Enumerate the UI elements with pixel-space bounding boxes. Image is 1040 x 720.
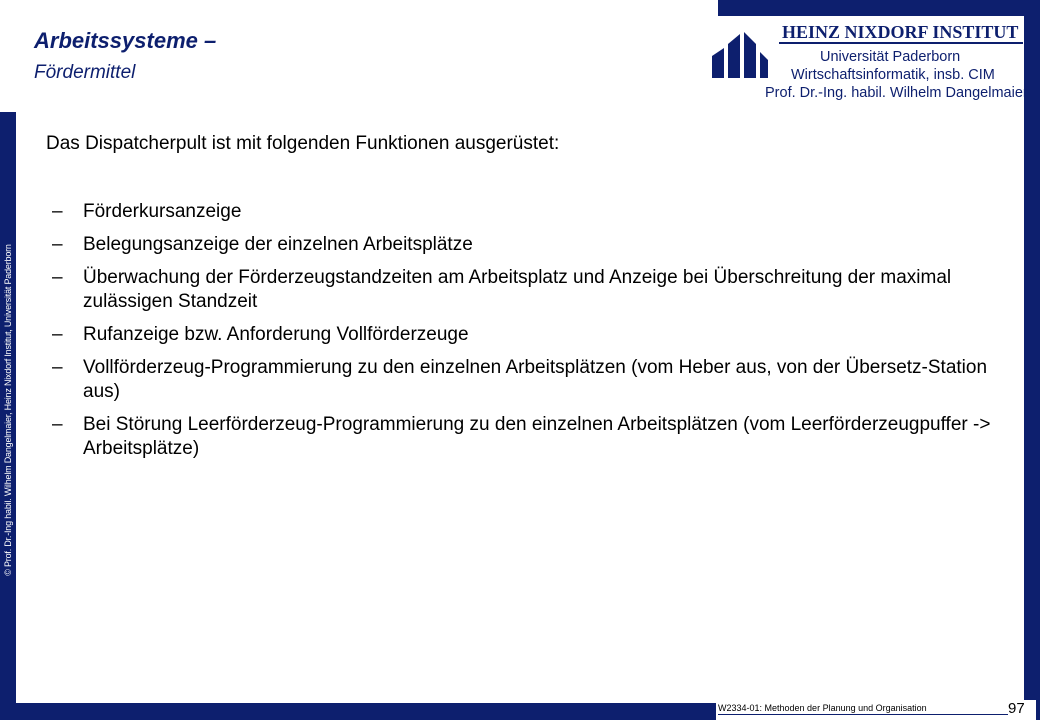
list-item <box>46 356 996 404</box>
copyright-text: © Prof. Dr.-Ing habil. Wilhelm Dangelmaier, Heinz Nixdorf Institut, Universität Paderborn <box>3 244 13 576</box>
bullet-dash-icon: – <box>52 234 63 255</box>
slide-title: Arbeitssysteme – <box>34 28 217 53</box>
list-item-text: Rufanzeige bzw. Anforderung Vollförderzeuge <box>83 324 469 345</box>
course-label: W2334-01: Methoden der Planung und Organisation <box>718 703 927 713</box>
list-item <box>46 413 996 461</box>
footer-divider <box>718 714 1008 715</box>
list-item <box>46 323 996 347</box>
intro-text: Das Dispatcherpult ist mit folgenden Funktionen ausgerüstet: <box>46 133 560 154</box>
institute-line-department: Wirtschaftsinformatik, insb. CIM <box>791 67 995 83</box>
slide-subtitle: Fördermittel <box>34 62 136 83</box>
list-item-text: Vollförderzeug-Programmierung zu den einzelnen Arbeitsplätzen (vom Heber aus, von der Übersetz-Station aus) <box>83 357 988 402</box>
page-number: 97 <box>1008 700 1025 717</box>
logo-underline <box>779 42 1023 44</box>
bullet-dash-icon: – <box>52 267 63 288</box>
top-band <box>718 0 1040 16</box>
hni-logo-icon <box>710 30 770 80</box>
bullet-dash-icon: – <box>52 201 63 222</box>
bullet-dash-icon: – <box>52 414 63 435</box>
institute-line-professor: Prof. Dr.-Ing. habil. Wilhelm Dangelmaier <box>765 85 1028 101</box>
list-item-text: Förderkursanzeige <box>83 201 242 222</box>
institute-line-university: Universität Paderborn <box>820 49 961 65</box>
list-item <box>46 200 996 224</box>
bullet-dash-icon: – <box>52 324 63 345</box>
list-item-text: Belegungsanzeige der einzelnen Arbeitsplätze <box>83 234 473 255</box>
function-list <box>46 200 996 470</box>
list-item-text: Überwachung der Förderzeugstandzeiten am Arbeitsplatz und Anzeige bei Überschreitung der maximal zulässigen Standzeit <box>83 267 952 312</box>
institute-name: HEINZ NIXDORF INSTITUT <box>782 22 1019 42</box>
list-item <box>46 233 996 257</box>
list-item-text: Bei Störung Leerförderzeug-Programmierung zu den einzelnen Arbeitsplätzen (vom Leerförderzeugpuffer -> Arbeitsplätze) <box>83 414 991 459</box>
bullet-dash-icon: – <box>52 357 63 378</box>
list-item <box>46 266 996 314</box>
right-frame-bar <box>1024 0 1040 720</box>
copyright-vertical <box>0 112 16 708</box>
